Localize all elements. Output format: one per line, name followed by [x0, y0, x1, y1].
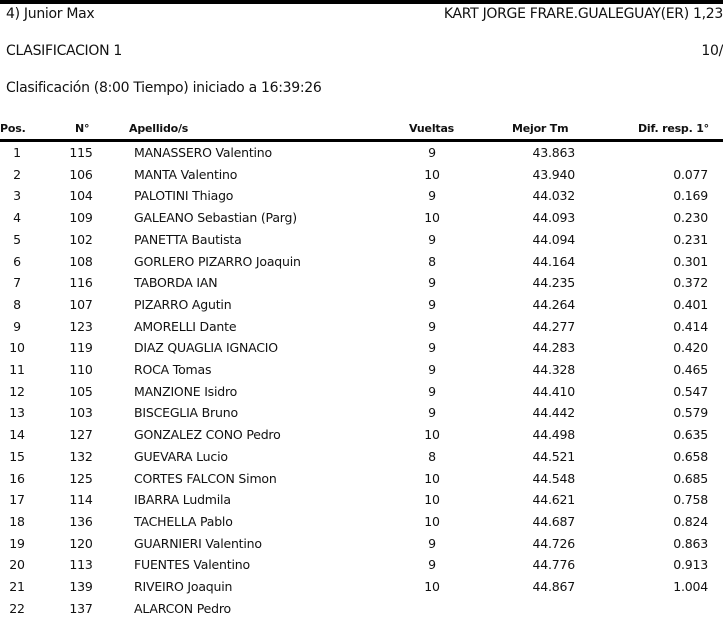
- laps-cell: 9: [428, 145, 436, 160]
- table-row: [0, 254, 723, 275]
- session-info: Clasificación (8:00 Tiempo) iniciado a 16:39:26: [6, 80, 322, 96]
- laps-cell: 9: [428, 405, 436, 421]
- position-cell: 17: [9, 492, 25, 508]
- kart-number-cell: 108: [69, 253, 93, 269]
- best-time-cell: 44.498: [532, 427, 575, 443]
- gap-cell: 0.863: [673, 535, 708, 551]
- laps-cell: 9: [428, 275, 436, 291]
- best-time-cell: 44.442: [532, 405, 575, 421]
- top-border: [0, 0, 723, 4]
- table-row: [0, 319, 723, 340]
- laps-cell: 10: [424, 166, 440, 182]
- best-time-cell: 44.726: [532, 535, 575, 551]
- table-row: [0, 536, 723, 557]
- best-time-cell: 44.093: [532, 210, 575, 226]
- driver-name-cell: AMORELLI Dante: [134, 318, 237, 334]
- kart-number-cell: 110: [69, 362, 93, 377]
- table-row: [0, 188, 723, 209]
- laps-cell: 10: [424, 513, 440, 529]
- driver-name-cell: MANTA Valentino: [134, 166, 238, 182]
- table-row: [0, 579, 723, 600]
- table-row: [0, 384, 723, 405]
- driver-name-cell: CORTES FALCON Simon: [134, 470, 277, 486]
- gap-cell: 0.685: [673, 470, 708, 486]
- laps-cell: 10: [424, 492, 440, 508]
- position-cell: 2: [13, 166, 21, 182]
- header-rule: [0, 139, 723, 142]
- laps-cell: 9: [428, 318, 436, 334]
- position-cell: 19: [9, 535, 25, 551]
- driver-name-cell: ALARCON Pedro: [134, 600, 231, 616]
- laps-cell: 10: [424, 210, 440, 226]
- kart-number-cell: 132: [69, 448, 93, 464]
- laps-cell: 9: [428, 557, 436, 573]
- gap-cell: 0.230: [673, 210, 708, 226]
- table-row: [0, 449, 723, 470]
- laps-cell: 9: [428, 188, 436, 204]
- table-row: [0, 275, 723, 296]
- laps-cell: 9: [428, 340, 436, 356]
- position-cell: 20: [9, 557, 25, 573]
- kart-number-cell: 127: [69, 427, 93, 443]
- session-date: 10/: [701, 43, 723, 59]
- kart-number-cell: 120: [69, 535, 93, 551]
- position-cell: 21: [9, 579, 25, 594]
- driver-name-cell: MANASSERO Valentino: [134, 145, 272, 160]
- gap-cell: 0.414: [673, 318, 708, 334]
- gap-cell: 0.579: [673, 405, 708, 421]
- table-row: [0, 405, 723, 426]
- column-header-gap: Dif. resp. 1°: [638, 122, 709, 135]
- gap-cell: 0.824: [673, 513, 708, 529]
- driver-name-cell: GALEANO Sebastian (Parg): [134, 210, 297, 226]
- position-cell: 16: [9, 470, 25, 486]
- table-row: [0, 471, 723, 492]
- kart-number-cell: 113: [69, 557, 93, 573]
- table-row: [0, 167, 723, 188]
- driver-name-cell: ROCA Tomas: [134, 362, 212, 377]
- table-row: [0, 340, 723, 361]
- kart-number-cell: 125: [69, 470, 93, 486]
- best-time-cell: 44.094: [532, 231, 575, 247]
- position-cell: 10: [9, 340, 25, 356]
- column-header-pos: Pos.: [0, 122, 26, 135]
- laps-cell: 10: [424, 579, 440, 594]
- position-cell: 22: [9, 600, 25, 616]
- driver-name-cell: FUENTES Valentino: [134, 557, 250, 573]
- best-time-cell: 44.032: [532, 188, 575, 204]
- kart-number-cell: 136: [69, 513, 93, 529]
- table-row: [0, 557, 723, 578]
- gap-cell: 0.465: [673, 362, 708, 377]
- driver-name-cell: MANZIONE Isidro: [134, 383, 238, 399]
- gap-cell: 0.077: [673, 166, 708, 182]
- best-time-cell: 44.328: [532, 362, 575, 377]
- driver-name-cell: TABORDA IAN: [134, 275, 218, 291]
- column-header-name: Apellido/s: [129, 122, 189, 135]
- laps-cell: 9: [428, 535, 436, 551]
- kart-number-cell: 137: [69, 600, 93, 616]
- best-time-cell: 44.548: [532, 470, 575, 486]
- best-time-cell: 43.863: [532, 145, 575, 160]
- position-cell: 5: [13, 231, 21, 247]
- position-cell: 11: [9, 362, 25, 377]
- best-time-cell: 44.521: [532, 448, 575, 464]
- laps-cell: 10: [424, 427, 440, 443]
- table-row: [0, 492, 723, 513]
- laps-cell: 9: [428, 383, 436, 399]
- gap-cell: 0.913: [673, 557, 708, 573]
- gap-cell: 0.547: [673, 383, 708, 399]
- best-time-cell: 44.164: [532, 253, 575, 269]
- kart-number-cell: 115: [69, 145, 93, 160]
- table-row: [0, 514, 723, 535]
- best-time-cell: 44.277: [532, 318, 575, 334]
- gap-cell: 0.758: [673, 492, 708, 508]
- kart-number-cell: 109: [69, 210, 93, 226]
- laps-cell: 8: [428, 448, 436, 464]
- kart-number-cell: 102: [69, 231, 93, 247]
- driver-name-cell: IBARRA Ludmila: [134, 492, 231, 508]
- gap-cell: 0.372: [673, 275, 708, 291]
- position-cell: 4: [13, 210, 21, 226]
- kart-number-cell: 119: [69, 340, 93, 356]
- position-cell: 6: [13, 253, 21, 269]
- kart-number-cell: 139: [69, 579, 93, 594]
- gap-cell: 0.658: [673, 448, 708, 464]
- position-cell: 12: [9, 383, 25, 399]
- best-time-cell: 43.940: [532, 166, 575, 182]
- driver-name-cell: GUEVARA Lucio: [134, 448, 228, 464]
- driver-name-cell: PANETTA Bautista: [134, 231, 242, 247]
- position-cell: 8: [13, 296, 21, 312]
- gap-cell: 0.169: [673, 188, 708, 204]
- laps-cell: 9: [428, 296, 436, 312]
- gap-cell: 0.301: [673, 253, 708, 269]
- kart-number-cell: 114: [69, 492, 93, 508]
- best-time-cell: 44.235: [532, 275, 575, 291]
- laps-cell: 9: [428, 362, 436, 377]
- driver-name-cell: BISCEGLIA Bruno: [134, 405, 238, 421]
- column-header-best-time: Mejor Tm: [512, 122, 569, 135]
- table-row: [0, 601, 723, 622]
- kart-number-cell: 123: [69, 318, 93, 334]
- gap-cell: 0.401: [673, 296, 708, 312]
- driver-name-cell: PIZARRO Agutin: [134, 296, 232, 312]
- gap-cell: 0.635: [673, 427, 708, 443]
- kart-number-cell: 106: [69, 166, 93, 182]
- best-time-cell: 44.776: [532, 557, 575, 573]
- driver-name-cell: RIVEIRO Joaquin: [134, 579, 233, 594]
- best-time-cell: 44.867: [532, 579, 575, 594]
- position-cell: 7: [13, 275, 21, 291]
- driver-name-cell: DIAZ QUAGLIA IGNACIO: [134, 340, 278, 356]
- gap-cell: 0.231: [673, 231, 708, 247]
- kart-number-cell: 103: [69, 405, 93, 421]
- driver-name-cell: PALOTINI Thiago: [134, 188, 234, 204]
- laps-cell: 9: [428, 231, 436, 247]
- column-header-number: N°: [75, 122, 90, 135]
- table-row: [0, 362, 723, 383]
- driver-name-cell: GUARNIERI Valentino: [134, 535, 262, 551]
- venue-title: KART JORGE FRARE.GUALEGUAY(ER) 1,23: [443, 6, 723, 22]
- table-row: [0, 427, 723, 448]
- kart-number-cell: 104: [69, 188, 93, 204]
- table-row: [0, 232, 723, 253]
- kart-number-cell: 105: [69, 383, 93, 399]
- driver-name-cell: GORLERO PIZARRO Joaquin: [134, 253, 301, 269]
- position-cell: 1: [13, 145, 21, 160]
- best-time-cell: 44.264: [532, 296, 575, 312]
- table-row: [0, 210, 723, 231]
- best-time-cell: 44.621: [532, 492, 575, 508]
- category-title: 4) Junior Max: [6, 6, 95, 22]
- position-cell: 15: [9, 448, 25, 464]
- best-time-cell: 44.687: [532, 513, 575, 529]
- laps-cell: 8: [428, 253, 436, 269]
- laps-cell: 10: [424, 470, 440, 486]
- position-cell: 14: [9, 427, 25, 443]
- position-cell: 3: [13, 188, 21, 204]
- best-time-cell: 44.283: [532, 340, 575, 356]
- best-time-cell: 44.410: [532, 383, 575, 399]
- gap-cell: 1.004: [673, 579, 708, 594]
- session-title: CLASIFICACION 1: [6, 43, 123, 59]
- position-cell: 9: [13, 318, 21, 334]
- driver-name-cell: TACHELLA Pablo: [134, 513, 233, 529]
- table-row: [0, 297, 723, 318]
- table-row: [0, 145, 723, 166]
- kart-number-cell: 107: [69, 296, 93, 312]
- column-header-laps: Vueltas: [409, 122, 455, 135]
- gap-cell: 0.420: [673, 340, 708, 356]
- position-cell: 13: [9, 405, 25, 421]
- driver-name-cell: GONZALEZ CONO Pedro: [134, 427, 281, 443]
- kart-number-cell: 116: [69, 275, 93, 291]
- position-cell: 18: [9, 513, 25, 529]
